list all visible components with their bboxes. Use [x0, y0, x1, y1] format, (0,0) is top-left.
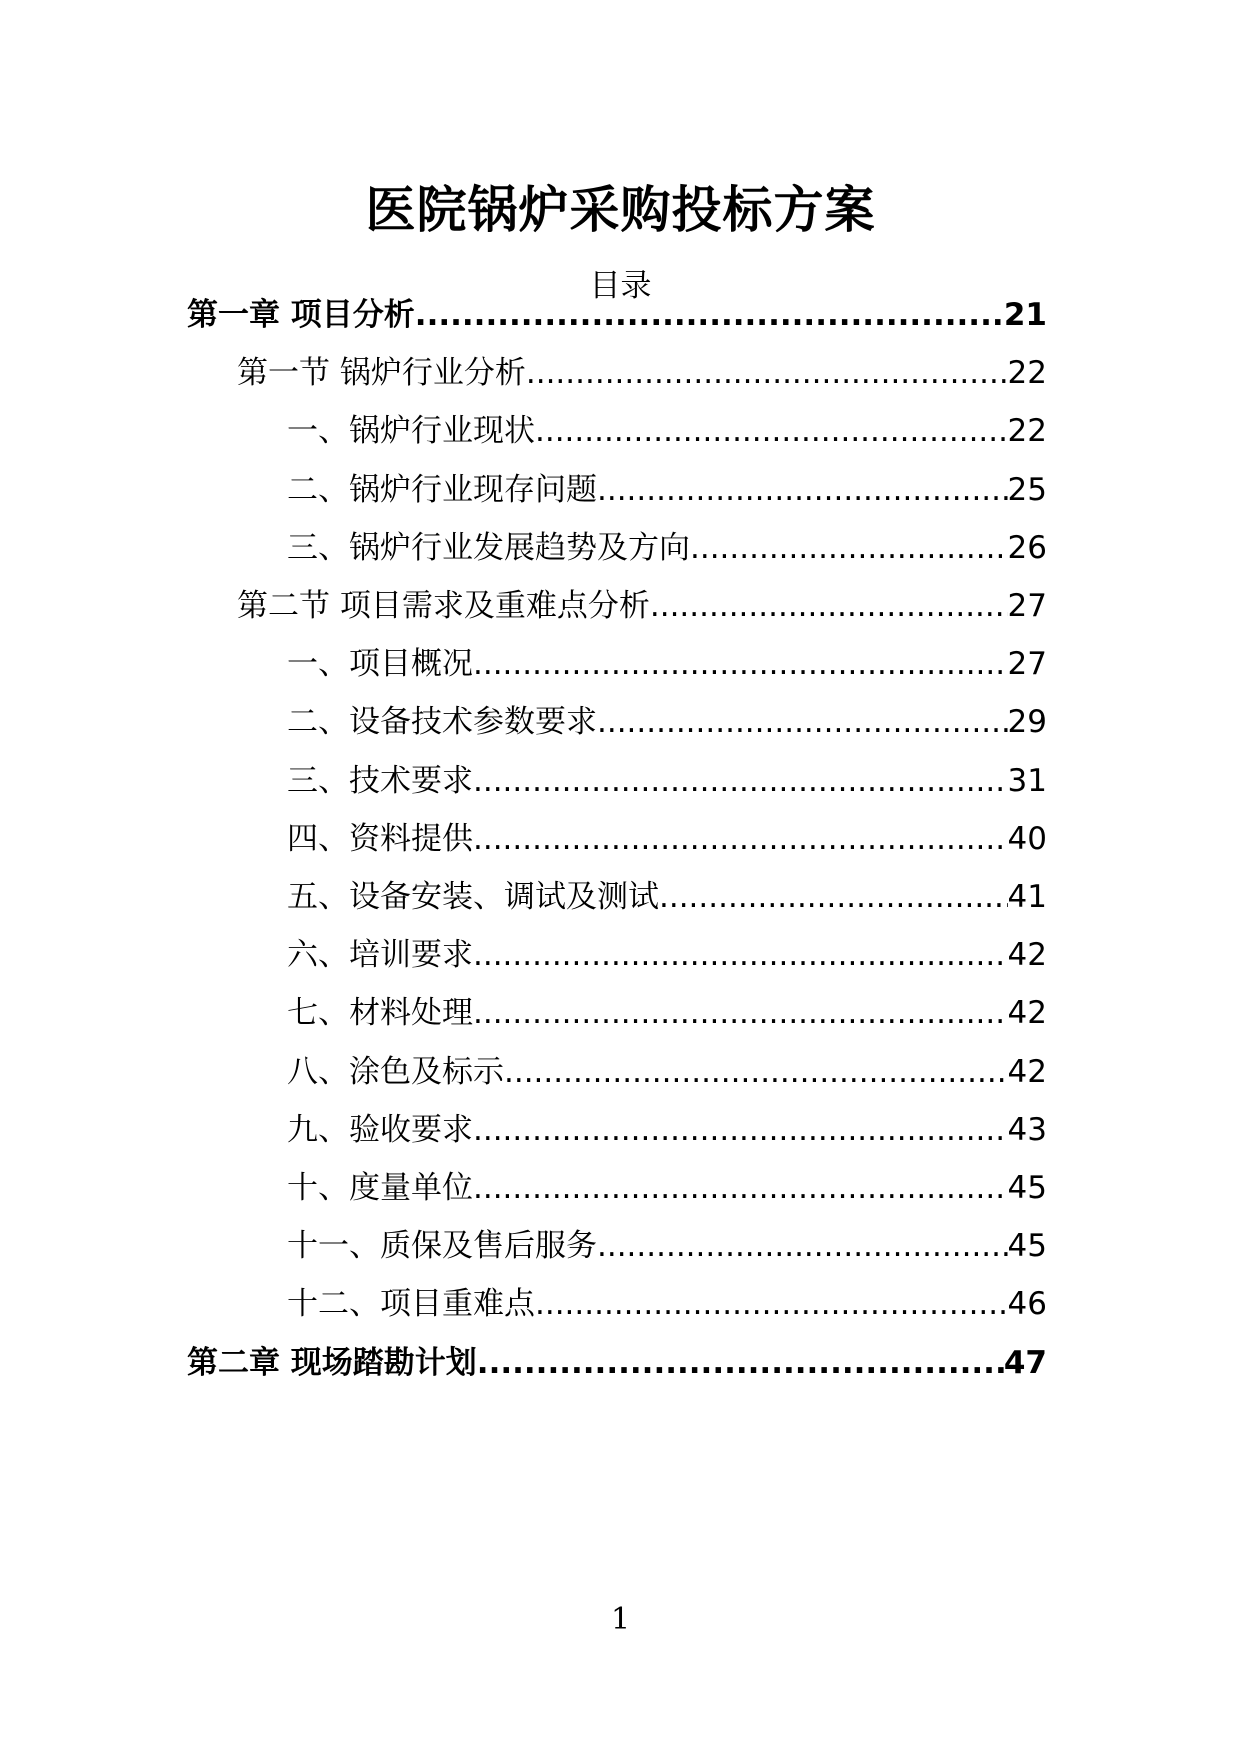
toc-entry-page: 42: [1007, 995, 1047, 1031]
toc-entry[interactable]: [287, 409, 1047, 453]
toc-entry[interactable]: [237, 351, 1047, 395]
toc-entry-label: 九、验收要求: [287, 1112, 473, 1148]
toc-entry-page: 40: [1007, 821, 1047, 857]
toc-dot-leader: [535, 409, 1008, 453]
toc-dot-leader: [473, 1108, 1008, 1152]
toc-entry[interactable]: [287, 1166, 1047, 1210]
toc-entry[interactable]: [287, 642, 1047, 686]
toc-dot-leader: [415, 293, 1004, 337]
toc-entry[interactable]: [287, 700, 1047, 744]
toc-entry[interactable]: [287, 933, 1047, 977]
toc-entry-page: 46: [1007, 1286, 1047, 1322]
toc-entry-label: 四、资料提供: [287, 821, 473, 857]
toc-entry[interactable]: [287, 468, 1047, 512]
toc-dot-leader: [535, 1282, 1008, 1326]
toc-entry-page: 42: [1007, 937, 1047, 973]
toc-dot-leader: [473, 759, 1008, 803]
toc-entry-label: 三、锅炉行业发展趋势及方向: [287, 530, 690, 566]
toc-entry-page: 22: [1007, 355, 1047, 391]
toc-entry-label: 第一节 锅炉行业分析: [237, 355, 526, 391]
toc-dot-leader: [526, 351, 1008, 395]
toc-entry-label: 第二章 现场踏勘计划: [187, 1345, 477, 1381]
toc-entry[interactable]: [287, 1224, 1047, 1268]
toc-dot-leader: [473, 991, 1008, 1035]
toc-entry-label: 二、设备技术参数要求: [287, 704, 597, 740]
toc-entry-page: 43: [1007, 1112, 1047, 1148]
toc-dot-leader: [473, 817, 1008, 861]
toc-dot-leader: [597, 700, 1008, 744]
toc-dot-leader: [473, 1166, 1008, 1210]
toc-entry[interactable]: [187, 293, 1047, 337]
toc-dot-leader: [473, 933, 1008, 977]
toc-entry-page: 29: [1007, 704, 1047, 740]
toc-entry[interactable]: [287, 759, 1047, 803]
toc-dot-leader: [659, 875, 1008, 919]
toc-entry-page: 47: [1003, 1345, 1047, 1381]
toc-entry-label: 十二、项目重难点: [287, 1286, 535, 1322]
toc-entry-page: 31: [1007, 763, 1047, 799]
toc-dot-leader: [597, 1224, 1008, 1268]
toc-entry-page: 21: [1003, 297, 1047, 333]
document-title: 医院锅炉采购投标方案: [365, 181, 876, 239]
toc-entry-page: 22: [1007, 413, 1047, 449]
toc-dot-leader: [473, 642, 1008, 686]
toc-entry-page: 41: [1007, 879, 1047, 915]
toc-entry-label: 第二节 项目需求及重难点分析: [237, 588, 650, 624]
toc-heading: 目录: [589, 268, 652, 304]
toc-entry-label: 三、技术要求: [287, 763, 473, 799]
toc-entry-label: 二、锅炉行业现存问题: [287, 472, 597, 508]
toc-entry-page: 45: [1007, 1170, 1047, 1206]
toc-dot-leader: [597, 468, 1008, 512]
toc-entry-page: 27: [1007, 646, 1047, 682]
toc-entry-label: 七、材料处理: [287, 995, 473, 1031]
toc-entry-page: 42: [1007, 1054, 1047, 1090]
toc-dot-leader: [690, 526, 1008, 570]
toc-entry-label: 五、设备安装、调试及测试: [287, 879, 659, 915]
toc-entry-label: 一、项目概况: [287, 646, 473, 682]
toc-dot-leader: [650, 584, 1008, 628]
toc-entry-label: 八、涂色及标示: [287, 1054, 504, 1090]
toc-entry[interactable]: [287, 817, 1047, 861]
toc-dot-leader: [477, 1341, 1004, 1385]
toc-entry-label: 六、培训要求: [287, 937, 473, 973]
toc-entry-label: 一、锅炉行业现状: [287, 413, 535, 449]
toc-entry[interactable]: [287, 875, 1047, 919]
toc-entry-page: 25: [1007, 472, 1047, 508]
toc-entry[interactable]: [187, 1341, 1047, 1385]
toc-entry[interactable]: [287, 991, 1047, 1035]
toc-entry-label: 第一章 项目分析: [187, 297, 415, 333]
toc-entry-page: 45: [1007, 1228, 1047, 1264]
toc-entry-label: 十一、质保及售后服务: [287, 1228, 597, 1264]
toc-entry[interactable]: [287, 1108, 1047, 1152]
toc-entry-label: 十、度量单位: [287, 1170, 473, 1206]
toc-entry-page: 27: [1007, 588, 1047, 624]
toc-entry-page: 26: [1007, 530, 1047, 566]
toc-entry[interactable]: [287, 526, 1047, 570]
toc-entry[interactable]: [287, 1050, 1047, 1094]
toc-dot-leader: [504, 1050, 1008, 1094]
toc-entry[interactable]: [237, 584, 1047, 628]
page-number: 1: [610, 1602, 631, 1637]
toc-entry[interactable]: [287, 1282, 1047, 1326]
